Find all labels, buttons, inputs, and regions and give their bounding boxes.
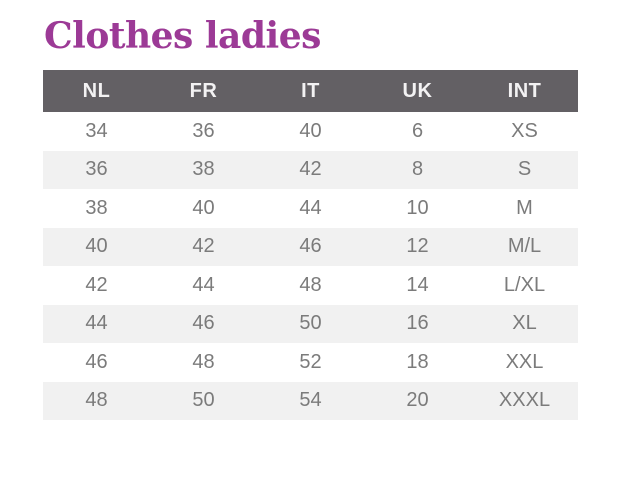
table-row [43,266,578,305]
column-header-fr: FR [189,79,218,102]
column-header-nl: NL [82,79,111,102]
table-row [43,189,578,228]
table-cell: 18 [406,350,429,373]
table-cell: 46 [192,312,215,335]
table-cell: 50 [299,312,322,335]
table-cell: 40 [192,196,215,219]
table-cell: 44 [192,273,215,296]
table-cell: 46 [299,235,322,258]
table-cell: 52 [299,350,322,373]
table-cell: 36 [192,119,215,142]
table-cell: 12 [406,235,429,258]
table-row [43,151,578,190]
table-cell: XL [512,312,537,335]
table-cell: XXL [505,350,544,373]
table-cell: 6 [411,119,424,142]
table-cell: 40 [85,235,108,258]
table-cell: 20 [406,389,429,412]
column-header-it: IT [301,79,320,102]
table-cell: 50 [192,389,215,412]
table-row [43,112,578,151]
table-cell: 16 [406,312,429,335]
table-cell: 48 [299,273,322,296]
table-row [43,228,578,267]
table-cell: 40 [299,119,322,142]
column-header-uk: UK [402,79,433,102]
table-cell: 42 [299,158,322,181]
table-cell: XS [511,119,538,142]
table-cell: 38 [85,196,108,219]
page-title: Clothes ladies [44,15,321,57]
column-header-int: INT [507,79,542,102]
table-cell: 44 [85,312,108,335]
table-cell: 42 [85,273,108,296]
table-cell: XXXL [498,389,551,412]
table-cell: 38 [192,158,215,181]
table-cell: M/L [507,235,542,258]
table-cell: 54 [299,389,322,412]
table-cell: 36 [85,158,108,181]
table-cell: 46 [85,350,108,373]
table-header-row [43,70,578,112]
table-cell: S [517,158,532,181]
table-cell: 34 [85,119,108,142]
size-table [43,70,578,420]
table-body [43,112,578,420]
table-cell: 44 [299,196,322,219]
table-cell: 8 [411,158,424,181]
table-row [43,305,578,344]
table-cell: 48 [192,350,215,373]
table-cell: 10 [406,196,429,219]
table-cell: M [516,196,533,219]
table-cell: 48 [85,389,108,412]
table-row [43,343,578,382]
table-cell: L/XL [503,273,546,296]
table-cell: 14 [406,273,429,296]
table-row [43,382,578,421]
table-cell: 42 [192,235,215,258]
